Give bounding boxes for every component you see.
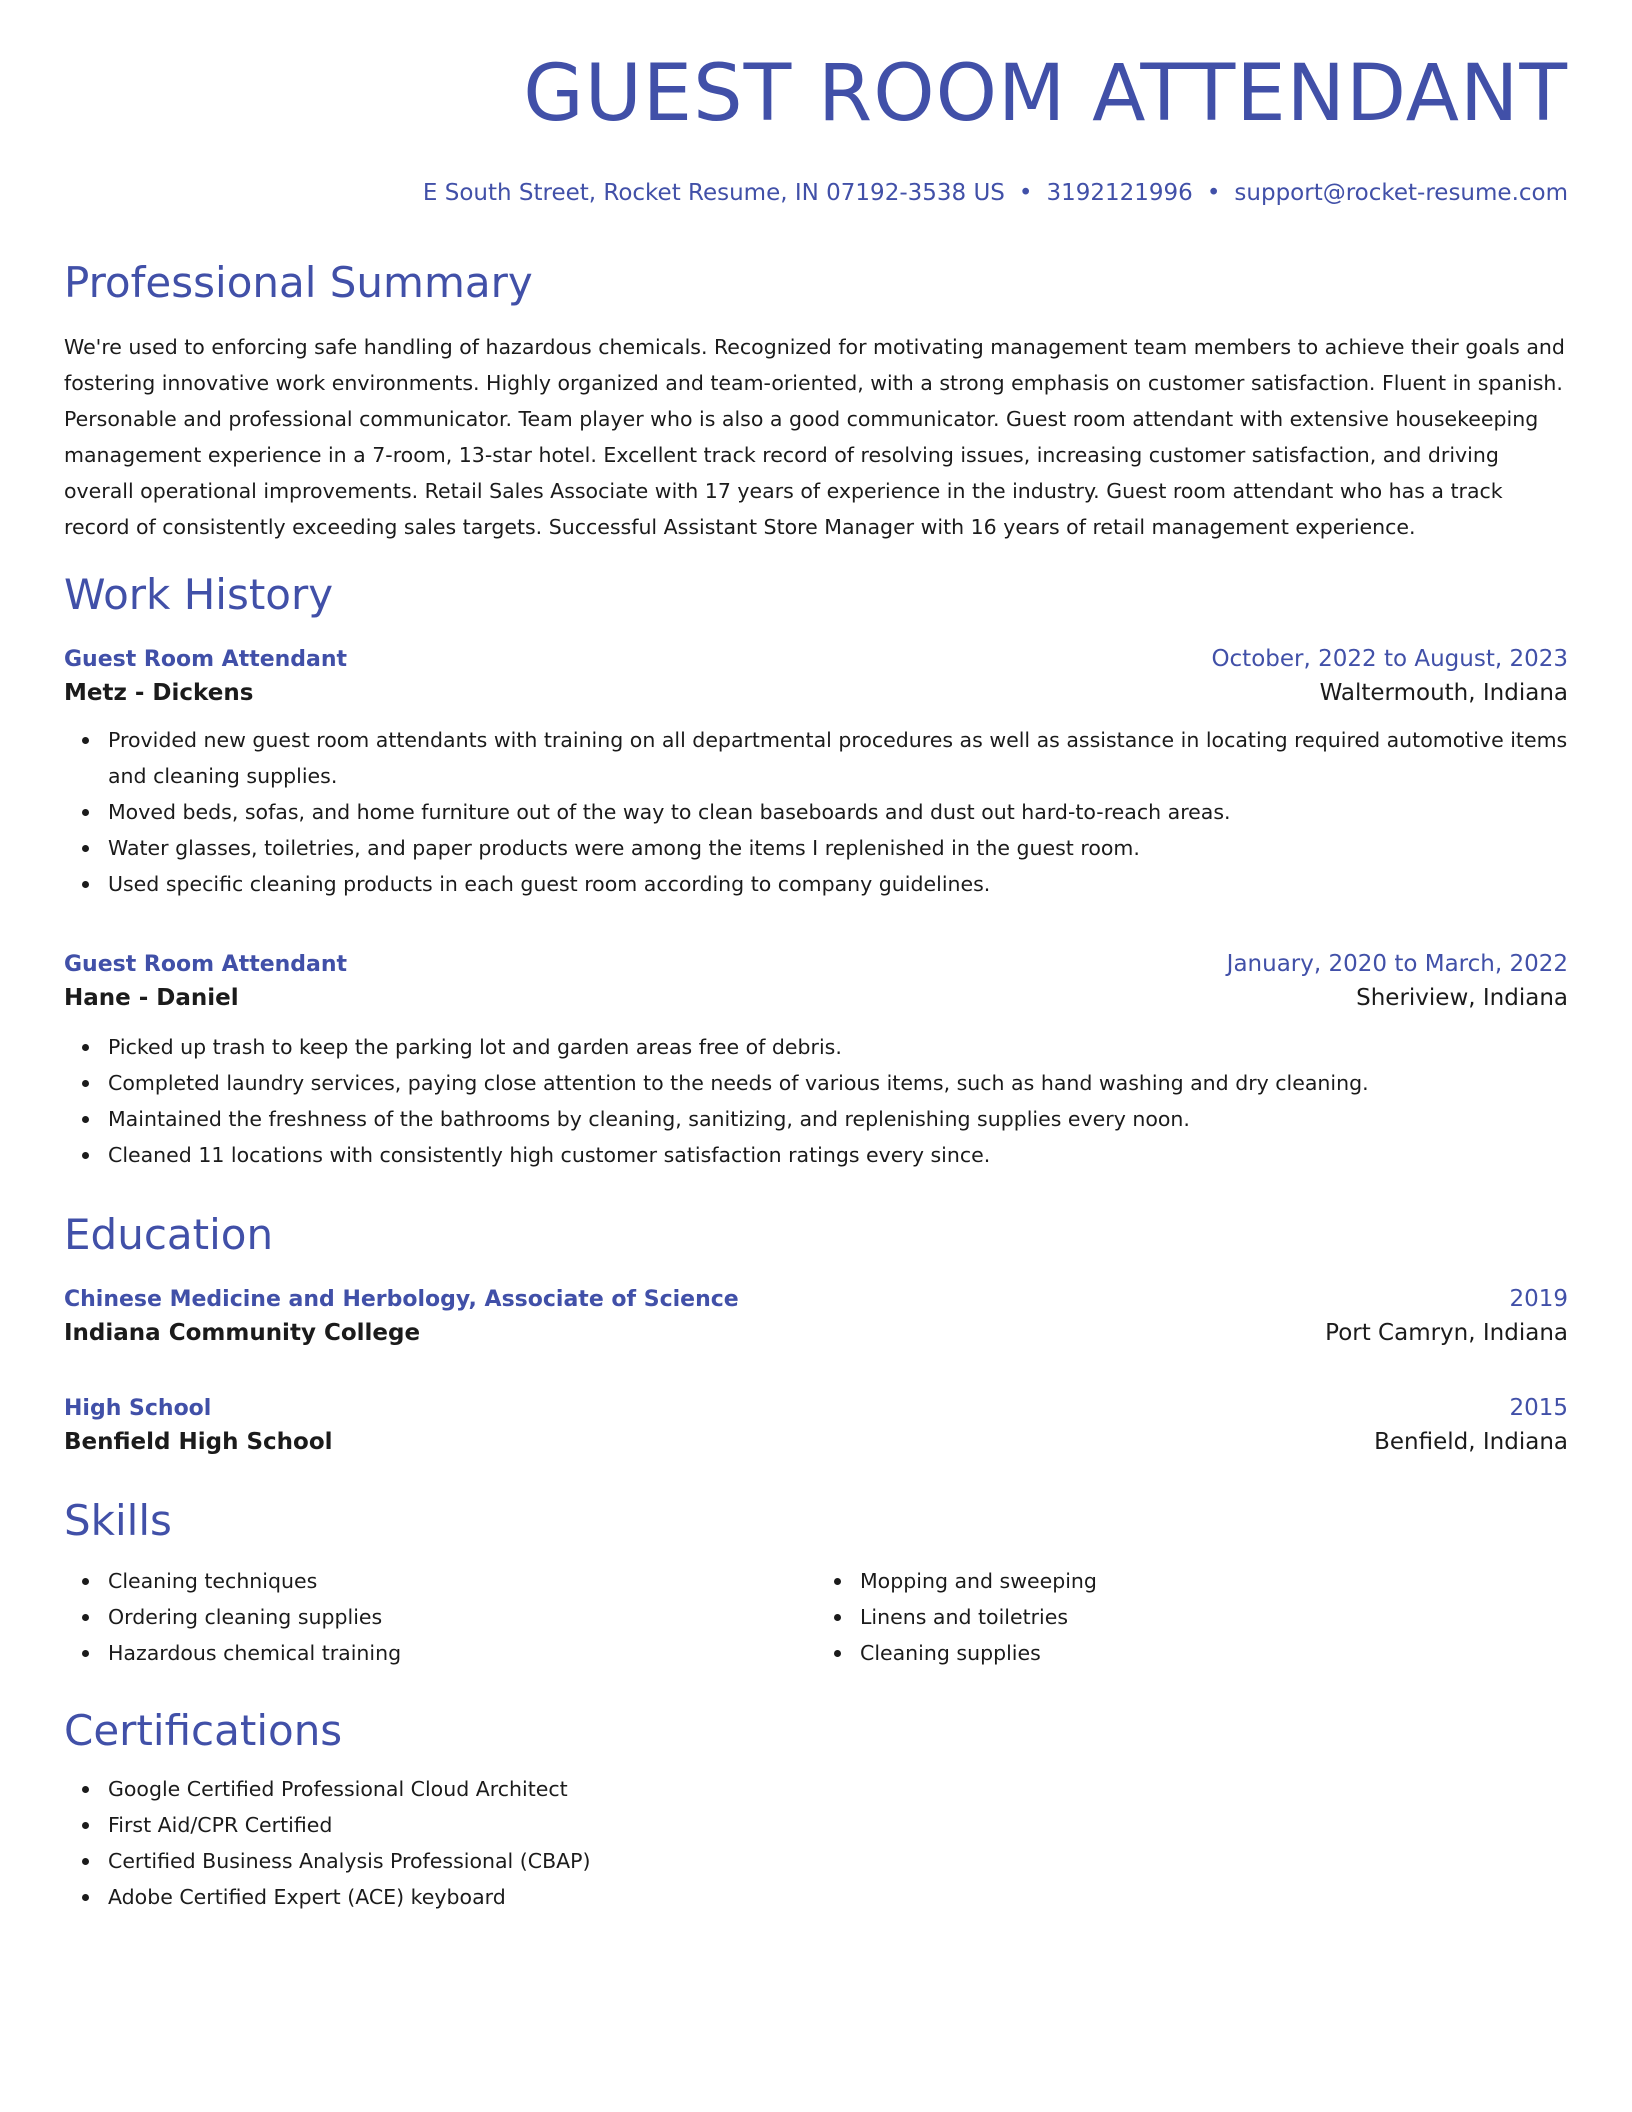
list-item: Certified Business Analysis Professional (CBAP) — [108, 1843, 1568, 1879]
list-item: Provided new guest room attendants with training on all departmental procedures as well as assistance in locating required automotive items and cleaning supplies. — [108, 722, 1568, 794]
job-bullets — [64, 722, 1568, 902]
list-item: Cleaning techniques — [108, 1563, 816, 1599]
job-title: Guest Room Attendant — [64, 647, 348, 672]
list-item: Completed laundry services, paying close attention to the needs of various items, such as hand washing and dry cleaning. — [108, 1065, 1568, 1101]
education-header-row — [64, 1395, 1568, 1421]
list-item: Maintained the freshness of the bathrooms by cleaning, sanitizing, and replenishing supplies every noon. — [108, 1101, 1568, 1137]
education-entry — [64, 1286, 1568, 1346]
skills-grid — [64, 1563, 1568, 1671]
job-employer-row — [64, 680, 1568, 706]
education-degree: Chinese Medicine and Herbology, Associate of Science — [64, 1287, 739, 1312]
education-year: 2015 — [1509, 1395, 1568, 1421]
section-title-work-history: Work History — [64, 570, 334, 619]
contact-line — [64, 180, 1568, 206]
job-location: Waltermouth, Indiana — [1319, 680, 1568, 706]
certifications-section — [64, 1706, 1568, 1915]
work-history-section — [64, 570, 1568, 619]
job-header-row — [64, 646, 1568, 672]
summary-section — [64, 258, 1568, 545]
education-school: Indiana Community College — [64, 1320, 421, 1346]
list-item: Linens and toiletries — [860, 1599, 1568, 1635]
job-bullets — [64, 1029, 1568, 1173]
skills-list-right — [816, 1563, 1568, 1671]
job-dates: January, 2020 to March, 2022 — [1226, 951, 1568, 977]
list-item: Picked up trash to keep the parking lot and garden areas free of debris. — [108, 1029, 1568, 1065]
list-item: Adobe Certified Expert (ACE) keyboard — [108, 1879, 1568, 1915]
job-title: Guest Room Attendant — [64, 952, 348, 977]
job-dates: October, 2022 to August, 2023 — [1211, 646, 1568, 672]
list-item: Water glasses, toiletries, and paper products were among the items I replenished in the guest room. — [108, 830, 1568, 866]
section-title-certifications: Certifications — [64, 1706, 343, 1755]
section-title-skills: Skills — [64, 1496, 172, 1545]
job-employer-row — [64, 985, 1568, 1011]
list-item: Used specific cleaning products in each guest room according to company guidelines. — [108, 866, 1568, 902]
job-header-row — [64, 951, 1568, 977]
education-section — [64, 1210, 1568, 1259]
education-entry — [64, 1395, 1568, 1455]
education-location: Port Camryn, Indiana — [1325, 1320, 1568, 1346]
job-entry — [64, 951, 1568, 1173]
list-item: Moved beds, sofas, and home furniture out of the way to clean baseboards and dust out hard-to-reach areas. — [108, 794, 1568, 830]
skills-list-left — [64, 1563, 816, 1671]
contact-separator: • — [1018, 180, 1033, 206]
list-item: Cleaned 11 locations with consistently high customer satisfaction ratings every since. — [108, 1137, 1568, 1173]
education-header-row — [64, 1286, 1568, 1312]
job-entry — [64, 646, 1568, 902]
job-location: Sheriview, Indiana — [1356, 985, 1568, 1011]
contact-email[interactable]: support@rocket-resume.com — [1234, 180, 1568, 206]
education-degree: High School — [64, 1396, 212, 1421]
candidate-name: GUEST ROOM ATTENDANT — [523, 49, 1568, 139]
section-title-education: Education — [64, 1210, 274, 1259]
education-school-row — [64, 1429, 1568, 1455]
contact-separator: • — [1206, 180, 1221, 206]
education-school-row — [64, 1320, 1568, 1346]
resume-header — [64, 0, 1568, 206]
list-item: Ordering cleaning supplies — [108, 1599, 816, 1635]
list-item: Cleaning supplies — [860, 1635, 1568, 1671]
education-school: Benfield High School — [64, 1429, 333, 1455]
skills-section — [64, 1496, 1568, 1671]
contact-address: E South Street, Rocket Resume, IN 07192-3538 US — [422, 180, 1005, 206]
list-item: Hazardous chemical training — [108, 1635, 816, 1671]
list-item: Google Certified Professional Cloud Architect — [108, 1771, 1568, 1807]
section-title-summary: Professional Summary — [64, 258, 533, 307]
certifications-list — [64, 1771, 1568, 1915]
list-item: Mopping and sweeping — [860, 1563, 1568, 1599]
education-year: 2019 — [1509, 1286, 1568, 1312]
education-location: Benfield, Indiana — [1374, 1429, 1568, 1455]
job-employer: Hane - Daniel — [64, 985, 239, 1011]
contact-phone: 3192121996 — [1046, 180, 1193, 206]
list-item: First Aid/CPR Certified — [108, 1807, 1568, 1843]
job-employer: Metz - Dickens — [64, 680, 254, 706]
summary-text: We're used to enforcing safe handling of hazardous chemicals. Recognized for motivating management team members to achieve their goals and fostering innovative work environments. Highly organized and team-oriented, with a strong emphasis on customer satisfaction. Fluent in spanish. Personable and professional communicator. Team player who is also a good communicator. Guest room attendant with extensive housekeeping management experience in a 7-room, 13-star hotel. Excellent track record of resolving issues, increasing customer satisfaction, and driving overall operational improvements. Retail Sales Associate with 17 years of experience in the industry. Guest room attendant who has a track record of consistently exceeding sales targets. Successful Assistant Store Manager with 16 years of retail management experience. — [64, 335, 1565, 539]
